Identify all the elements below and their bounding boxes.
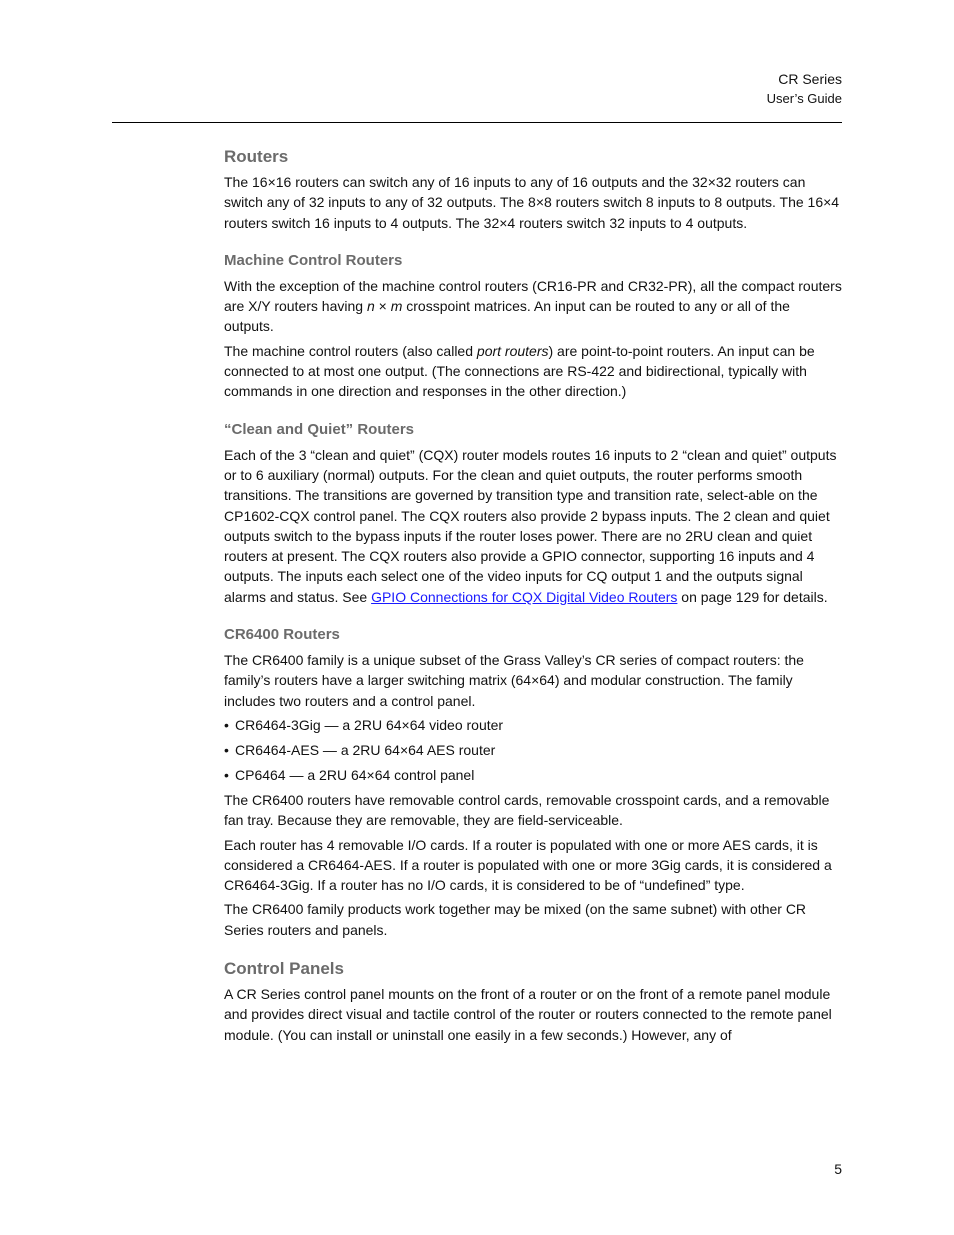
- machine-paragraph-2: [224, 341, 842, 402]
- text-run: crosspoint matrices. An input can be routed to any or all of the outputs.: [224, 298, 790, 335]
- page-number: 5: [834, 1161, 842, 1177]
- cqx-paragraph: [224, 445, 842, 607]
- text-run: With the exception of the machine control routers (CR16-PR and CR32-PR), all the compact routers are X/Y routers having: [224, 277, 842, 315]
- text-run: on page 129 for details.: [677, 588, 828, 605]
- cr6400-paragraph-2: The CR6400 routers have removable control cards, removable crosspoint cards, and a removable fan tray. Because they are removable, they are field-serviceable.: [224, 791, 830, 829]
- text-run: ) are point-to-point routers. An input can be connected to at most one output. (The connections are RS-422 and bidirectional, typically with commands in one direction and responses in the other direction.): [224, 342, 815, 400]
- list-item-text: CR6464-3Gig — a 2RU 64×64 video router: [235, 716, 504, 733]
- cr6400-paragraph-1: The CR6400 family is a unique subset of the Grass Valley’s CR series of compact routers: the family’s routers have a larger switching matrix (64×64) and modular construction. The family includes two routers and a control panel.: [224, 652, 804, 709]
- header-rule: [112, 122, 842, 123]
- italic-port-routers: port routers: [476, 342, 549, 359]
- cr6400-product-list: [224, 715, 842, 785]
- italic-m: m: [390, 298, 403, 315]
- list-item: [224, 765, 842, 785]
- list-item-text: CP6464 — a 2RU 64×64 control panel: [235, 766, 475, 783]
- italic-n: n: [366, 298, 375, 315]
- list-item: [224, 715, 842, 735]
- subheading-clean-quiet: “Clean and Quiet” Routers: [224, 420, 415, 438]
- section-heading-control-panels: Control Panels: [224, 959, 344, 979]
- gpio-connections-link[interactable]: GPIO Connections for CQX Digital Video Routers: [371, 588, 678, 605]
- header-subtitle: User’s Guide: [766, 91, 842, 106]
- page-content: [224, 146, 842, 1049]
- header-title: CR Series: [778, 71, 842, 87]
- running-header: [767, 70, 842, 108]
- list-item-text: CR6464-AES — a 2RU 64×64 AES router: [235, 741, 496, 758]
- bullet: •: [224, 741, 229, 758]
- bullet: •: [224, 766, 229, 783]
- cr6400-paragraph-3: Each router has 4 removable I/O cards. If a router is populated with one or more AES cards, it is considered a CR6464-AES. If a router is populated with one or more 3Gig cards, it is considered a CR6464-3Gig. If a router has no I/O cards, it is considered to be of “undefined” type.: [224, 836, 832, 894]
- subheading-machine-control: Machine Control Routers: [224, 251, 403, 269]
- subheading-cr6400: CR6400 Routers: [224, 626, 340, 644]
- text-run: The machine control routers (also called: [224, 342, 477, 359]
- bullet: •: [224, 716, 229, 733]
- list-item: [224, 740, 842, 760]
- section-heading-routers: Routers: [224, 147, 289, 166]
- cr6400-paragraph-4: The CR6400 family products work together may be mixed (on the same subnet) with other CR Series routers and panels.: [224, 901, 807, 938]
- text-run: ×: [374, 298, 391, 315]
- machine-paragraph-1: [224, 276, 842, 337]
- text-run: Each of the 3 “clean and quiet” (CQX) router models routes 16 inputs to 2 “clean and quiet” outputs or to 6 auxiliary (normal) outputs. For the clean and quiet outputs, the router performs smooth transitions. The transitions are governed by transition type and transition rate, select-able on the CP1602-CQX control panel. The CQX routers also provide 2 bypass inputs. The 2 clean and quiet outputs switch to the bypass inputs if the router loses power. There are no 2RU clean and quiet routers at present. The CQX routers also provide a GPIO connector, supporting 16 inputs and 4 outputs. The inputs each select one of the video inputs for CQ output 1 and the outputs signal alarms and status. See: [224, 446, 837, 605]
- routers-paragraph: The 16×16 routers can switch any of 16 inputs to any of 16 outputs and the 32×32 routers can switch any of 32 inputs to any of 32 outputs. The 8×8 routers switch 8 inputs to 8 outputs. The 16×4 routers switch 16 inputs to 4 outputs. The 32×4 routers switch 32 inputs to 4 outputs.: [224, 174, 840, 231]
- control-panels-paragraph: A CR Series control panel mounts on the front of a router or on the front of a remote panel module and provides direct visual and tactile control of the router or routers connected to the remote panel module. (You can install or uninstall one easily in a few seconds.) However, any of: [224, 986, 832, 1043]
